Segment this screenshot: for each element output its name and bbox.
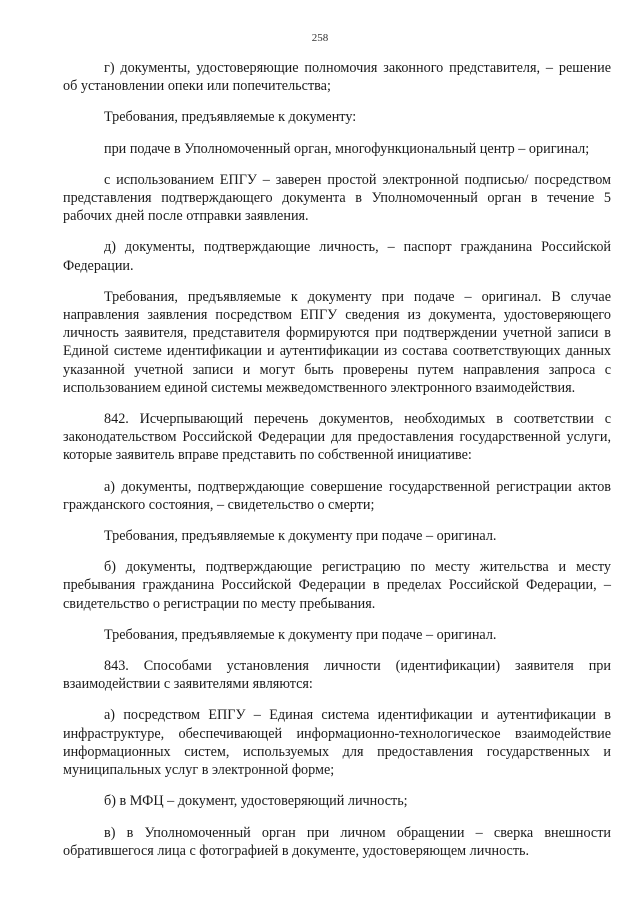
document-body [63, 59, 611, 873]
paragraph-requirement-in-person: при подаче в Уполномоченный орган, многофункциональный центр – оригинал; [104, 140, 590, 157]
paragraph-registration-docs: б) документы, подтверждающие регистрацию по месту жительства и месту пребывания гражданина Российской Федерации в пределах Российской Федерации, – свидетельство о регистрации по месту пребывания. [63, 559, 611, 612]
paragraph-authority-identification: в) в Уполномоченный орган при личном обращении – сверка внешности обратившегося лица с фотографией в документе, удостоверяющем личность. [63, 824, 611, 859]
paragraph-death-certificate: а) документы, подтверждающие совершение государственной регистрации актов гражданского состояния, – свидетельство о смерти; [63, 478, 611, 513]
paragraph-requirement-original-1: Требования, предъявляемые к документу при подаче – оригинал. [104, 528, 497, 545]
paragraph-identity-docs: д) документы, подтверждающие личность, – паспорт гражданина Российской Федерации. [63, 239, 611, 274]
paragraph-requirement-epgu: с использованием ЕПГУ – заверен простой электронной подписью/ посредством представления подтверждающего документа в Уполномоченный орган в течение 5 рабочих дней после отправки заявления. [63, 171, 611, 225]
paragraph-mfc-identification: б) в МФЦ – документ, удостоверяющий личность; [104, 793, 408, 810]
paragraph-legal-representative-docs: г) документы, удостоверяющие полномочия законного представителя, – решение об установлении опеки или попечительства; [63, 60, 611, 95]
paragraph-842: 842. Исчерпывающий перечень документов, необходимых в соответствии с законодательством Российской Федерации для предоставления государственной услуги, которые заявитель вправе представить по собственной инициативе: [63, 411, 611, 464]
paragraph-identity-requirements: Требования, предъявляемые к документу при подаче – оригинал. В случае направления заявления посредством ЕПГУ сведения из документа, удостоверяющего личность заявителя, представителя формируются при подтверждении учетной записи в Единой системе идентификации и аутентификации из состава соответствующих данных указанной учетной записи и могут быть проверены путем направления запроса с использованием единой системы межведомственного электронного взаимодействия. [63, 288, 611, 396]
paragraph-requirements-heading: Требования, предъявляемые к документу: [104, 109, 357, 126]
paragraph-epgu-identification: а) посредством ЕПГУ – Единая система идентификации и аутентификации в инфраструктуре, обеспечивающей информационно-технологическое взаимодействие информационных систем, используемых для предоставления государственных и муниципальных услуг в электронной форме; [63, 707, 611, 779]
paragraph-requirement-original-2: Требования, предъявляемые к документу при подаче – оригинал. [104, 626, 497, 643]
page-number: 258 [311, 32, 329, 44]
paragraph-843: 843. Способами установления личности (идентификации) заявителя при взаимодействии с заявителями являются: [63, 658, 611, 693]
